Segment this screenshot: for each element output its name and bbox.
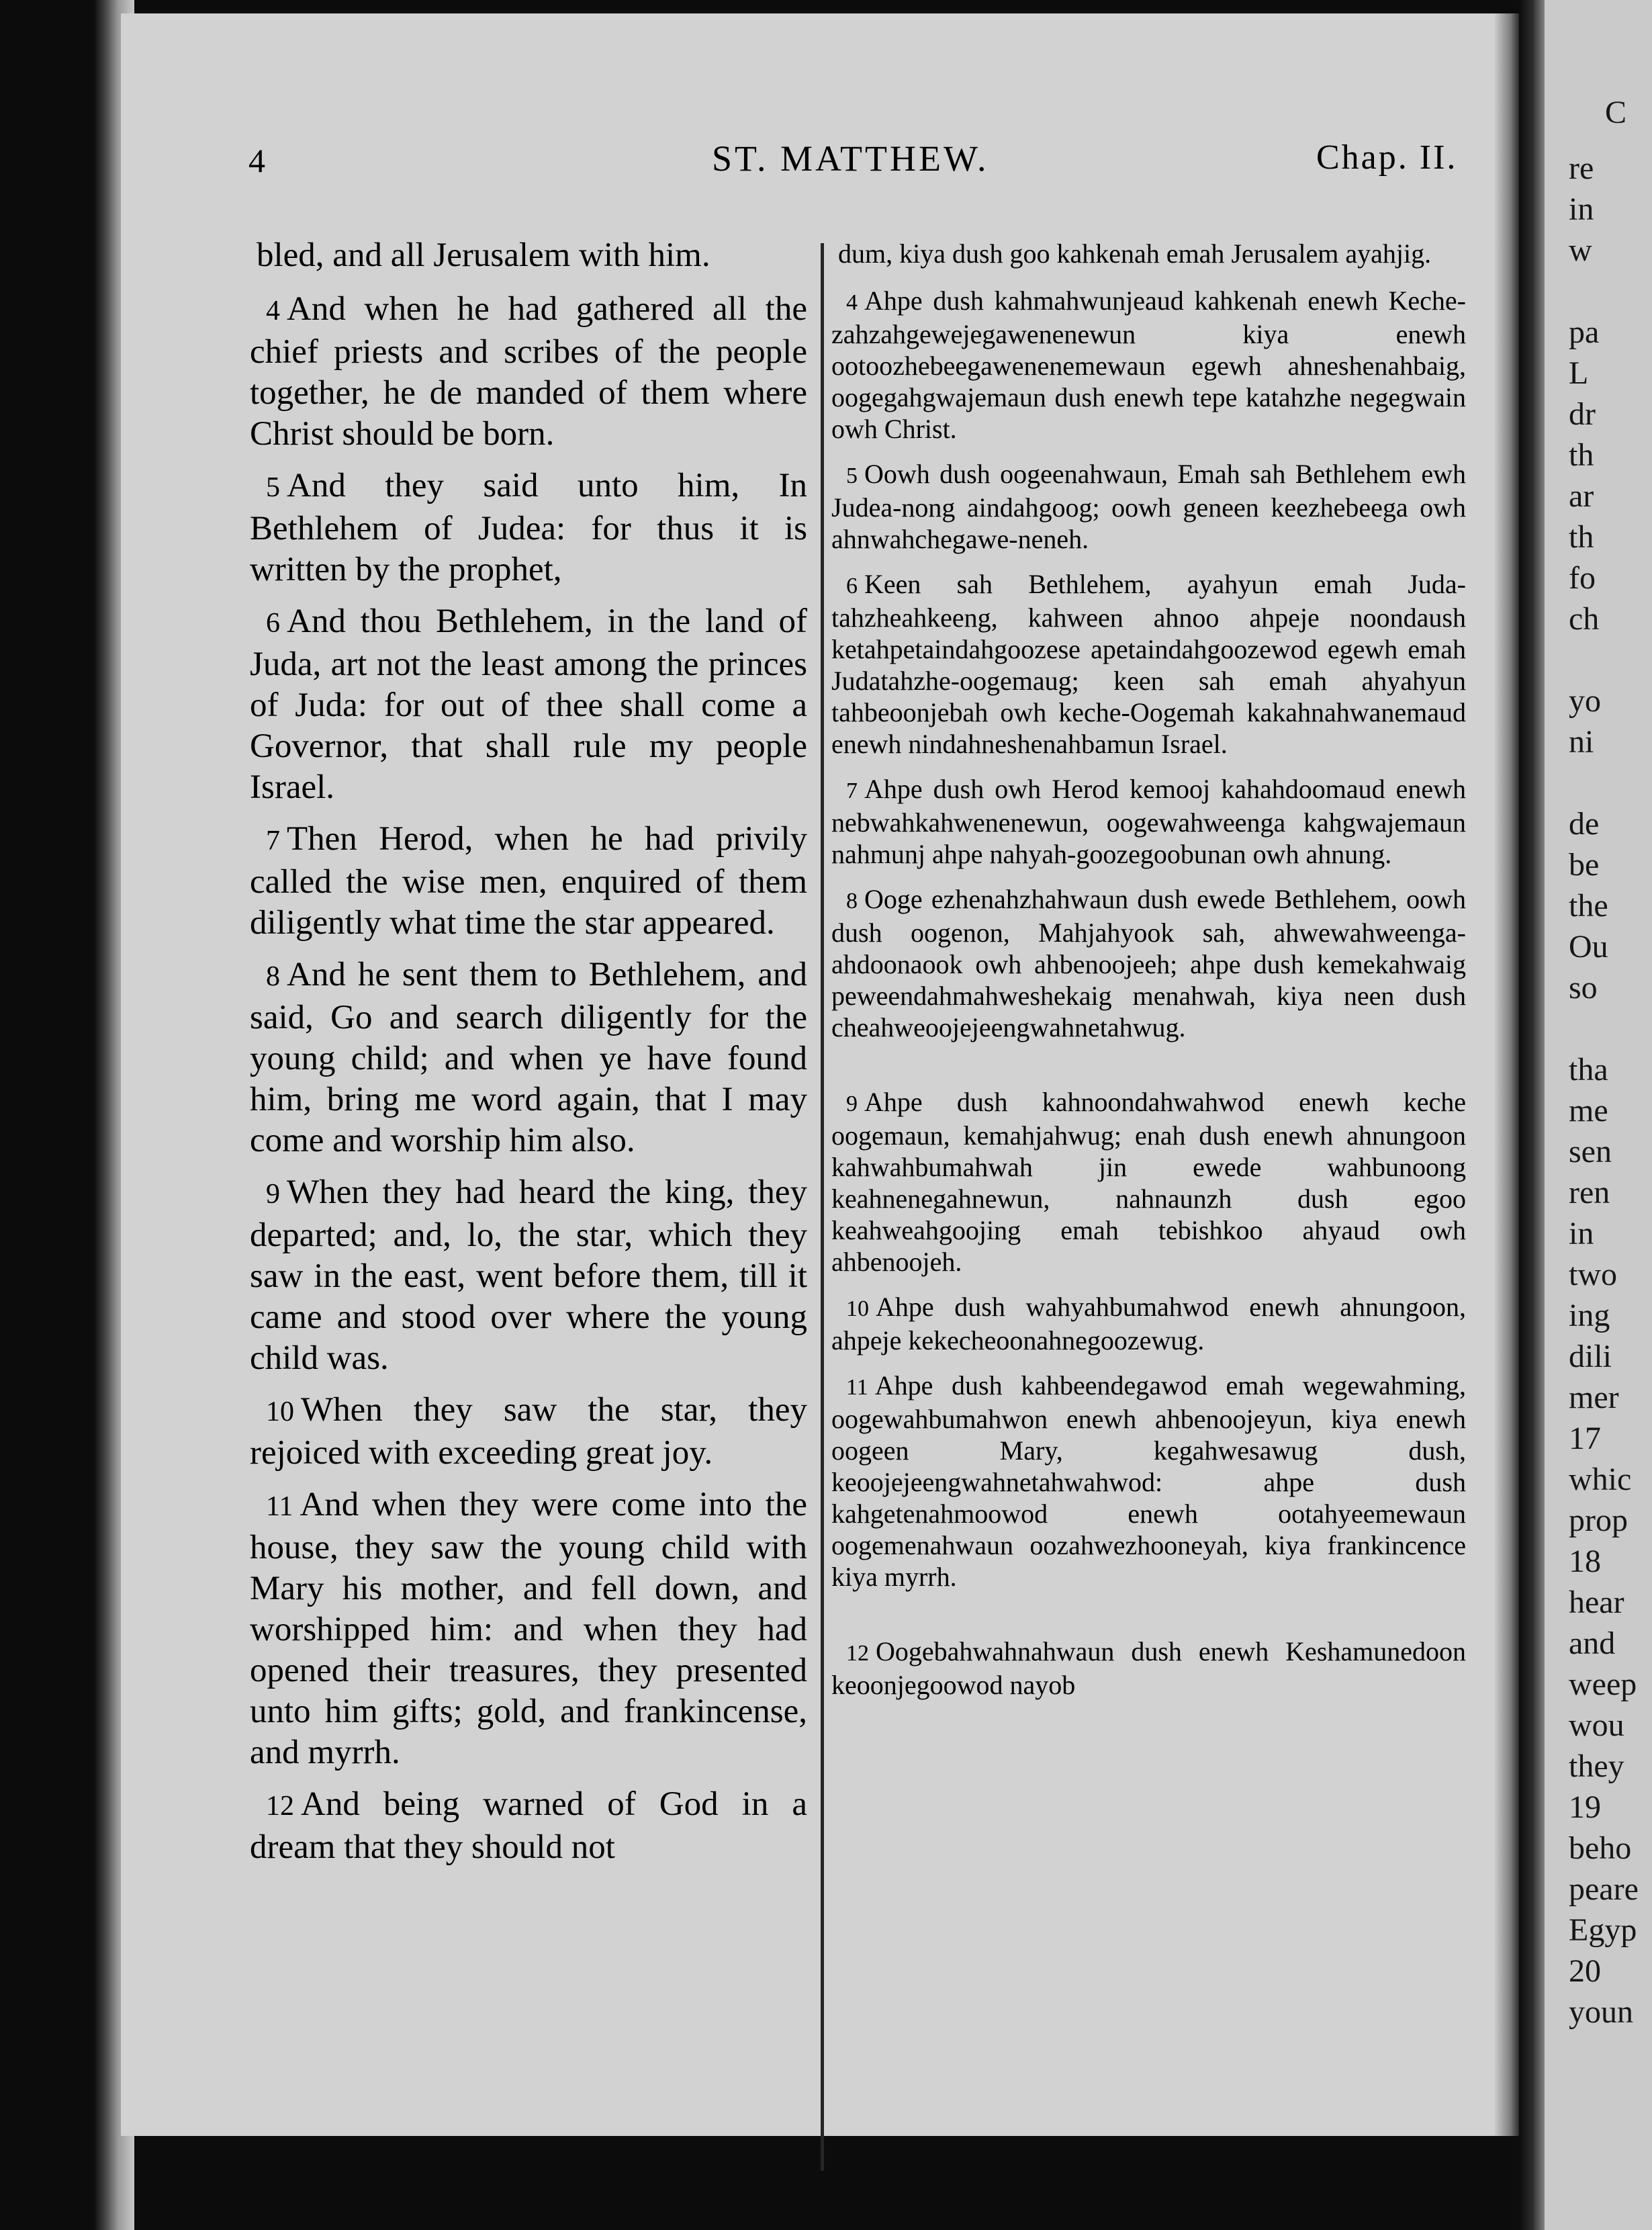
verse-number: 7	[266, 826, 280, 856]
verse-text: Ahpe dush wahyahbumahwod enewh ahnungoon, ahpeje kekecheoonahnegoozewug.	[831, 1292, 1466, 1355]
next-page-line-fragment: 18	[1569, 1544, 1601, 1579]
next-page-line-fragment: prop	[1569, 1503, 1628, 1538]
verse-number: 4	[266, 296, 280, 326]
next-page-line-fragment: de	[1569, 806, 1600, 842]
verse-number: 12	[846, 1641, 869, 1666]
english-verse	[250, 465, 807, 590]
ojibwe-verse	[831, 285, 1466, 445]
next-page-sliver	[1545, 0, 1652, 2230]
next-page-line-fragment: 20	[1569, 1953, 1601, 1989]
next-page-line-fragment: youn	[1569, 1994, 1633, 2030]
verse-text: Ahpe dush kahbeendegawod emah wegewahming, oogewahbumahwon enewh ahbenoojeyun, kiya enewh oogeen Mary, kegahwesawug dush, keoojejeengwahnetahwahwod: ahpe dush kahgetenahmoowod enewh ootahyeemewaun oogemenahwaun oozahwezhooneyah, kiya frankincence kiya myrrh.	[831, 1370, 1466, 1592]
verse-text: Keen sah Bethlehem, ayahyun emah Juda-tahzheahkeeng, kahween ahnoo ahpeje noondaush ketahpetaindahgoozese apetaindahgoozewod egewh emah Judatahzhe-oogemaug; keen sah emah ahyahyun tahbeoonjebah owh keche-Oogemah kakahnahwanemaud enewh nindahneshenahbamun Israel.	[831, 569, 1466, 759]
english-verse	[250, 819, 807, 944]
ojibwe-verse	[831, 1291, 1466, 1356]
ojibwe-verse	[831, 568, 1466, 760]
verse-number: 9	[266, 1179, 280, 1210]
verse-text: And thou Bethlehem, in the land of Juda, art not the least among the princes of Juda: for out of thee shall come a Governor, that shall rule my people Israel.	[250, 603, 807, 806]
next-page-line-fragment: yo	[1569, 683, 1601, 719]
next-page-line-fragment: in	[1569, 191, 1594, 227]
ojibwe-verse	[831, 1086, 1466, 1278]
verse-text: And he sent them to Bethlehem, and said, Go and search diligently for the young child; and when ye have found him, bring me word again, that I may come and worship him also.	[250, 956, 807, 1159]
verse-number: 12	[266, 1791, 294, 1822]
next-page-line-fragment: dili	[1569, 1339, 1612, 1374]
next-page-line-fragment	[1545, 762, 1652, 803]
verse-number: 6	[266, 608, 280, 639]
next-page-line-fragment: th	[1569, 437, 1594, 473]
next-page-line-fragment: w	[1569, 232, 1592, 268]
next-page-line-fragment: mer	[1569, 1380, 1619, 1415]
verse-text: And when he had gathered all the chief priests and scribes of the people together, he de manded of them where Christ should be born.	[250, 290, 807, 453]
next-page-line-fragment: beho	[1569, 1830, 1632, 1866]
next-page-line-fragment: weep	[1569, 1666, 1637, 1702]
verse-text: Then Herod, when he had privily called the wise men, enquired of them diligently what time the star appeared.	[250, 820, 807, 942]
verse-number: 8	[846, 889, 858, 913]
ojibwe-verse	[831, 238, 1466, 271]
gutter-shadow	[1494, 13, 1521, 2136]
verse-text: Oogebahwahnahwaun dush enewh Keshamunedoon keoonjegoowod nayob	[831, 1636, 1466, 1700]
english-verse	[250, 1390, 807, 1474]
next-page-line-fragment: peare	[1569, 1871, 1639, 1907]
english-verse	[250, 289, 807, 455]
verse-text: Ooge ezhenahzhahwaun dush ewede Bethlehem, oowh dush oogenon, Mahjahyook sah, ahwewahweenga-ahdoonaook owh ahbenoojeeh; ahpe dush kemekahwaig peweendahmahweshekaig menahwah, kiya neen dush cheahweoojejeengwahnetahwug.	[831, 884, 1466, 1042]
ojibwe-verse	[831, 1370, 1466, 1593]
next-page-line-fragment	[1545, 271, 1652, 312]
next-page-line-fragment: me	[1569, 1093, 1608, 1128]
next-page-line-fragment: tha	[1569, 1052, 1608, 1087]
next-page-line-fragment: re	[1569, 150, 1594, 186]
ojibwe-verse	[831, 1636, 1466, 1701]
verse-text: Ahpe dush kahmahwunjeaud kahkenah enewh Keche-zahzahgewejegawenenewun kiya enewh ootoozhebeegawenenemewaun egewh ahneshenahbaig, oogegahgwajemaun dush enewh tepe katahzhe negegwain owh Christ.	[831, 285, 1466, 444]
verse-text: And when they were come into the house, they saw the young child with Mary his mother, and fell down, and worshipped him: and when they had opened their treasures, they presented unto him gifts; gold, and frankincense, and myrrh.	[250, 1486, 807, 1771]
next-page-line-fragment: so	[1569, 970, 1598, 1006]
verse-text: When they had heard the king, they departed; and, lo, the star, which they saw in the east, went before them, till it came and stood over where the young child was.	[250, 1173, 807, 1377]
next-page-line-fragment: ch	[1569, 601, 1600, 637]
next-page-line-fragment: ni	[1569, 724, 1594, 760]
next-page-line-fragment: 19	[1569, 1789, 1601, 1825]
next-page-line-fragment: sen	[1569, 1134, 1612, 1169]
next-page-line-fragment: be	[1569, 847, 1600, 883]
english-verse	[250, 1172, 807, 1379]
verse-number: 5	[846, 463, 858, 488]
ojibwe-column	[831, 238, 1466, 1714]
verse-number: 10	[846, 1296, 869, 1321]
verse-text: And they said unto him, In Bethlehem of Judea: for thus it is written by the prophet,	[250, 467, 807, 588]
verse-text: Oowh dush oogeenahwaun, Emah sah Bethlehem ewh Judea-nong aindahgoog; oowh geneen keezhebeega owh ahnwahchegawe-neneh.	[831, 459, 1466, 554]
next-page-header-fragment: C	[1605, 95, 1627, 130]
verse-text: bled, and all Jerusalem with him.	[257, 236, 710, 274]
next-page-line-fragment: Ou	[1569, 929, 1608, 965]
verse-text: When they saw the star, they rejoiced with exceeding great joy.	[250, 1391, 807, 1472]
english-verse	[250, 235, 807, 278]
next-page-line-fragment	[1545, 1008, 1652, 1049]
verse-text: dum, kiya dush goo kahkenah emah Jerusalem ayahjig.	[838, 238, 1432, 269]
verse-number: 10	[266, 1396, 294, 1427]
next-page-line-fragment: ar	[1569, 478, 1594, 514]
verse-number: 11	[846, 1375, 868, 1400]
verse-text: And being warned of God in a dream that they should not	[250, 1785, 807, 1866]
next-page-line-fragment: ren	[1569, 1175, 1610, 1210]
english-verse	[250, 1484, 807, 1773]
verse-number: 9	[846, 1091, 858, 1116]
english-verse	[250, 601, 807, 808]
running-title: ST. MATTHEW.	[712, 138, 989, 179]
next-page-line-fragment: th	[1569, 519, 1594, 555]
english-column	[250, 235, 807, 1879]
next-page-line-fragment: wou	[1569, 1707, 1624, 1743]
next-page-line-fragment: ing	[1569, 1298, 1610, 1333]
next-page-line-fragment: L	[1569, 355, 1589, 391]
next-page-line-fragment: pa	[1569, 314, 1600, 350]
verse-number: 6	[846, 574, 858, 598]
page-number: 4	[248, 142, 265, 179]
verse-number: 5	[266, 472, 280, 503]
next-page-line-fragment: Egyp	[1569, 1912, 1637, 1948]
chapter-label: Chap. II.	[1316, 138, 1458, 177]
verse-text: Ahpe dush kahnoondahwahwod enewh keche oogemaun, kemahjahwug; enah dush enewh ahnungoon kahwahbumahwah jin ewede wahbunoong keahnenegahnewun, nahnaunzh dush egoo keahweahgoojing emah tebishkoo ahyaud owh ahbenoojeh.	[831, 1087, 1466, 1277]
verse-text: Ahpe dush owh Herod kemooj kahahdoomaud enewh nebwahkahwenenewun, oogewahweenga kahgwajemaun nahmunj ahpe nahyah-goozegoobunan owh ahnung.	[831, 774, 1466, 869]
next-page-line-fragment: they	[1569, 1748, 1624, 1784]
verse-number: 11	[266, 1491, 293, 1522]
next-page-line-fragment: whic	[1569, 1462, 1632, 1497]
ojibwe-verse	[831, 458, 1466, 555]
next-page-line-fragment: dr	[1569, 396, 1596, 432]
next-page-line-fragment: hear	[1569, 1585, 1624, 1620]
next-page-line-fragment: 17	[1569, 1421, 1601, 1456]
verse-number: 7	[846, 778, 858, 803]
next-page-top-margin	[1545, 0, 1652, 148]
next-page-line-fragment: two	[1569, 1257, 1617, 1292]
ojibwe-verse	[831, 773, 1466, 870]
verse-number: 4	[846, 290, 858, 315]
next-page-line-fragment: the	[1569, 888, 1608, 924]
next-page-edge	[1519, 0, 1546, 2230]
next-page-line-fragment: fo	[1569, 560, 1596, 596]
next-page-line-fragment	[1545, 639, 1652, 680]
next-page-line-fragment: in	[1569, 1216, 1594, 1251]
english-verse	[250, 1784, 807, 1868]
english-verse	[250, 954, 807, 1161]
verse-number: 8	[266, 961, 280, 992]
column-rule	[821, 243, 824, 2171]
next-page-line-fragment: and	[1569, 1625, 1616, 1661]
ojibwe-verse	[831, 883, 1466, 1043]
